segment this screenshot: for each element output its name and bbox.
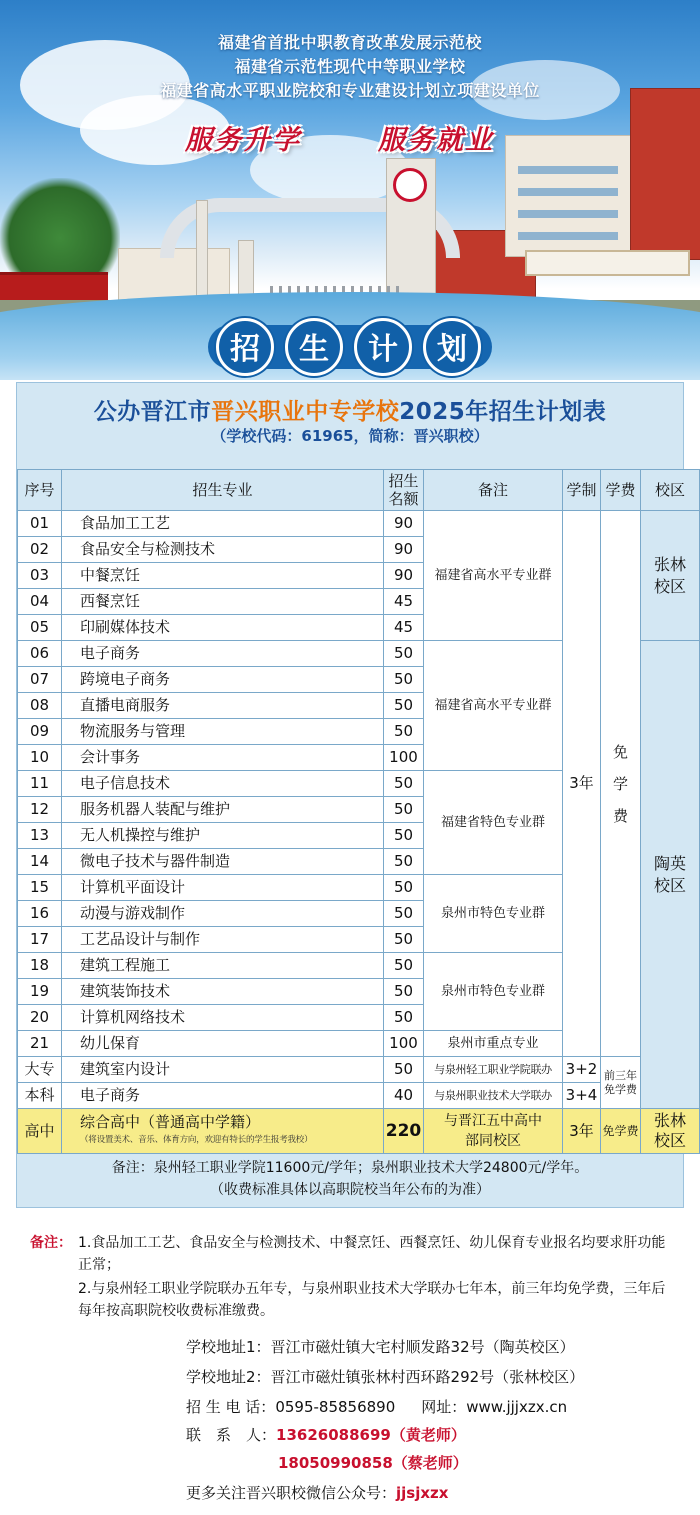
row-major: 无人机操控与维护	[62, 823, 384, 849]
contact-person-2: 18050990858（蔡老师）	[278, 1454, 468, 1472]
phone-value: 0595-85856890	[275, 1398, 396, 1416]
row-quota: 50	[384, 901, 424, 927]
row-seq: 17	[18, 927, 62, 953]
header-line-2: 福建省示范性现代中等职业学校	[234, 57, 466, 76]
red-wall-graphic	[0, 272, 108, 303]
enrollment-plan-panel	[16, 382, 684, 1208]
campus-taoying	[641, 641, 700, 1109]
header-duration: 学制	[563, 470, 601, 511]
title-school: 晋兴职业中专学校	[211, 399, 400, 425]
hs-fee: 免学费	[601, 1109, 641, 1154]
note-group-4: 泉州市特色专业群	[424, 875, 563, 953]
row-seq: 16	[18, 901, 62, 927]
row-major: 中餐烹饪	[62, 563, 384, 589]
badge-char-1: 招	[216, 318, 274, 376]
hs-campus	[641, 1109, 700, 1154]
table-row	[18, 1057, 700, 1083]
phone-label: 招 生 电 话：	[186, 1398, 276, 1416]
row-major: 印刷媒体技术	[62, 615, 384, 641]
wechat-account: jjsjxzx	[396, 1484, 449, 1502]
row-quota: 50	[384, 927, 424, 953]
table-header-row	[18, 470, 700, 511]
table-footer-line-1: 备注：泉州轻工职业学院11600元/学年；泉州职业技术大学24800元/学年。	[111, 1160, 589, 1176]
row-quota: 100	[384, 1031, 424, 1057]
header-note: 备注	[424, 470, 563, 511]
row-seq: 10	[18, 745, 62, 771]
row-seq: 05	[18, 615, 62, 641]
gate-pillar-graphic	[196, 200, 208, 306]
fee-joint-text: 前三年免学费	[604, 1068, 637, 1096]
address-2	[186, 1366, 584, 1387]
address-1	[186, 1336, 575, 1357]
row-seq: 18	[18, 953, 62, 979]
note-group-2: 福建省高水平专业群	[424, 641, 563, 771]
hs-quota: 220	[384, 1109, 424, 1154]
header-major: 招生专业	[62, 470, 384, 511]
phone-row	[186, 1396, 567, 1417]
slogan-employment: 服务就业	[378, 125, 494, 156]
hero-banner	[0, 0, 700, 380]
row-quota: 50	[384, 1057, 424, 1083]
header-seq: 序号	[18, 470, 62, 511]
website-link[interactable]: www.jjjxzx.cn	[466, 1398, 568, 1416]
header-quota: 招生名额	[384, 470, 424, 511]
hs-note	[424, 1109, 563, 1154]
row-seq: 本科	[18, 1083, 62, 1109]
address-2-label: 学校地址2：	[186, 1368, 271, 1386]
campus-zhanglin-text: 张林校区	[653, 554, 686, 596]
row-seq: 14	[18, 849, 62, 875]
row-seq: 02	[18, 537, 62, 563]
row-major: 食品安全与检测技术	[62, 537, 384, 563]
row-major: 建筑装饰技术	[62, 979, 384, 1005]
school-signboard-graphic	[525, 250, 690, 276]
school-logo-icon	[393, 168, 427, 202]
row-major: 计算机网络技术	[62, 1005, 384, 1031]
row-major: 工艺品设计与制作	[62, 927, 384, 953]
hs-duration: 3年	[563, 1109, 601, 1154]
row-quota: 50	[384, 849, 424, 875]
row-seq: 13	[18, 823, 62, 849]
row-major: 直播电商服务	[62, 693, 384, 719]
hs-seq: 高中	[18, 1109, 62, 1154]
row-major: 电子信息技术	[62, 771, 384, 797]
row-major: 幼儿保育	[62, 1031, 384, 1057]
row-seq: 大专	[18, 1057, 62, 1083]
duration-3plus2: 3+2	[563, 1057, 601, 1083]
row-major: 建筑室内设计	[62, 1057, 384, 1083]
row-quota: 50	[384, 979, 424, 1005]
contact-person-label: 联 系 人：	[186, 1426, 277, 1444]
address-1-label: 学校地址1：	[186, 1338, 271, 1356]
title-suffix: 2025年招生计划表	[399, 399, 607, 425]
contact-person-1: 13626088699（黄老师）	[276, 1426, 466, 1444]
hs-major-note: （将设置美术、音乐、体育方向，欢迎有特长的学生报考我校）	[80, 1135, 313, 1145]
fee-main	[601, 511, 641, 1057]
address-2-value: 晋江市磁灶镇张林村西环路292号（张林校区）	[270, 1368, 585, 1386]
note-joint-university: 与泉州职业技术大学联办	[424, 1083, 563, 1109]
duration-main: 3年	[563, 511, 601, 1057]
header-fee: 学费	[601, 470, 641, 511]
row-seq: 19	[18, 979, 62, 1005]
row-seq: 01	[18, 511, 62, 537]
row-major: 建筑工程施工	[62, 953, 384, 979]
row-quota: 50	[384, 1005, 424, 1031]
note-joint-college: 与泉州轻工职业学院联办	[424, 1057, 563, 1083]
row-major: 电子商务	[62, 641, 384, 667]
row-seq: 11	[18, 771, 62, 797]
row-quota: 50	[384, 771, 424, 797]
notes-label: 备注：	[30, 1235, 72, 1251]
row-quota: 50	[384, 719, 424, 745]
note-text-1: 1.食品加工工艺、食品安全与检测技术、中餐烹饪、西餐烹饪、幼儿保育专业报名均要求肝功能正常；	[78, 1235, 666, 1273]
table-title	[17, 393, 683, 426]
tower-building-graphic	[630, 88, 700, 260]
row-seq: 21	[18, 1031, 62, 1057]
fee-joint	[601, 1057, 641, 1109]
row-seq: 07	[18, 667, 62, 693]
row-quota: 90	[384, 537, 424, 563]
wechat-row	[186, 1482, 448, 1503]
row-seq: 15	[18, 875, 62, 901]
table-row	[18, 1083, 700, 1109]
header-line-3: 福建省高水平职业院校和专业建设计划立项建设单位	[160, 81, 540, 100]
contact-person-row-2	[278, 1452, 468, 1473]
row-seq: 20	[18, 1005, 62, 1031]
address-1-value: 晋江市磁灶镇大宅村顺发路32号（陶英校区）	[270, 1338, 575, 1356]
note-group-3: 福建省特色专业群	[424, 771, 563, 875]
note-group-5: 泉州市特色专业群	[424, 953, 563, 1031]
row-quota: 100	[384, 745, 424, 771]
row-seq: 04	[18, 589, 62, 615]
row-quota: 40	[384, 1083, 424, 1109]
badge-char-3: 计	[354, 318, 412, 376]
badge-char-2: 生	[285, 318, 343, 376]
row-seq: 12	[18, 797, 62, 823]
row-seq: 08	[18, 693, 62, 719]
row-major: 跨境电子商务	[62, 667, 384, 693]
row-major: 物流服务与管理	[62, 719, 384, 745]
row-major: 会计事务	[62, 745, 384, 771]
website-label: 网址：	[421, 1398, 467, 1416]
row-major: 西餐烹饪	[62, 589, 384, 615]
note-group-6: 泉州市重点专业	[424, 1031, 563, 1057]
title-city: 晋江市	[140, 399, 212, 425]
teaching-building-graphic	[505, 135, 632, 257]
row-seq: 09	[18, 719, 62, 745]
header-campus: 校区	[641, 470, 700, 511]
note-text-2: 2.与泉州轻工职业学院联办五年专，与泉州职业技术大学联办七年本，前三年均免学费，三年后每年按高职院校收费标准缴费。	[78, 1281, 666, 1319]
hs-major-name: 综合高中（普通高中学籍）	[80, 1113, 261, 1131]
table-row	[18, 511, 700, 537]
table-footer-line-2: （收费标准具体以高职院校当年公布的为准）	[210, 1182, 490, 1198]
header-line-1: 福建省首批中职教育改革发展示范校	[217, 33, 482, 52]
slogan-upgrade: 服务升学	[185, 125, 301, 156]
table-footer	[17, 1157, 683, 1201]
hs-note-text: 与晋江五中高中部同校区	[444, 1113, 542, 1149]
row-major: 服务机器人装配与维护	[62, 797, 384, 823]
row-quota: 50	[384, 667, 424, 693]
contact-person-row	[186, 1424, 466, 1445]
hs-campus-text: 张林校区	[653, 1111, 686, 1150]
row-major: 电子商务	[62, 1083, 384, 1109]
row-quota: 50	[384, 797, 424, 823]
duration-3plus4: 3+4	[563, 1083, 601, 1109]
row-seq: 06	[18, 641, 62, 667]
table-row-highschool	[18, 1109, 700, 1154]
enrollment-table	[17, 469, 700, 1154]
row-major: 计算机平面设计	[62, 875, 384, 901]
row-quota: 50	[384, 823, 424, 849]
table-subtitle: （学校代码：61965，简称：晋兴职校）	[211, 427, 489, 445]
campus-taoying-text: 陶英校区	[653, 853, 686, 895]
hs-major	[62, 1109, 384, 1154]
fee-main-text: 免学费	[612, 742, 628, 825]
campus-zhanglin	[641, 511, 700, 641]
note-group-1: 福建省高水平专业群	[424, 511, 563, 641]
row-quota: 90	[384, 563, 424, 589]
row-major: 微电子技术与器件制造	[62, 849, 384, 875]
row-quota: 50	[384, 875, 424, 901]
wechat-label: 更多关注晋兴职校微信公众号：	[186, 1484, 397, 1502]
row-major: 食品加工工艺	[62, 511, 384, 537]
row-major: 动漫与游戏制作	[62, 901, 384, 927]
row-seq: 03	[18, 563, 62, 589]
row-quota: 50	[384, 693, 424, 719]
row-quota: 90	[384, 511, 424, 537]
row-quota: 50	[384, 953, 424, 979]
badge-char-4: 划	[423, 318, 481, 376]
row-quota: 45	[384, 615, 424, 641]
row-quota: 45	[384, 589, 424, 615]
title-prefix: 公办	[93, 399, 141, 425]
row-quota: 50	[384, 641, 424, 667]
